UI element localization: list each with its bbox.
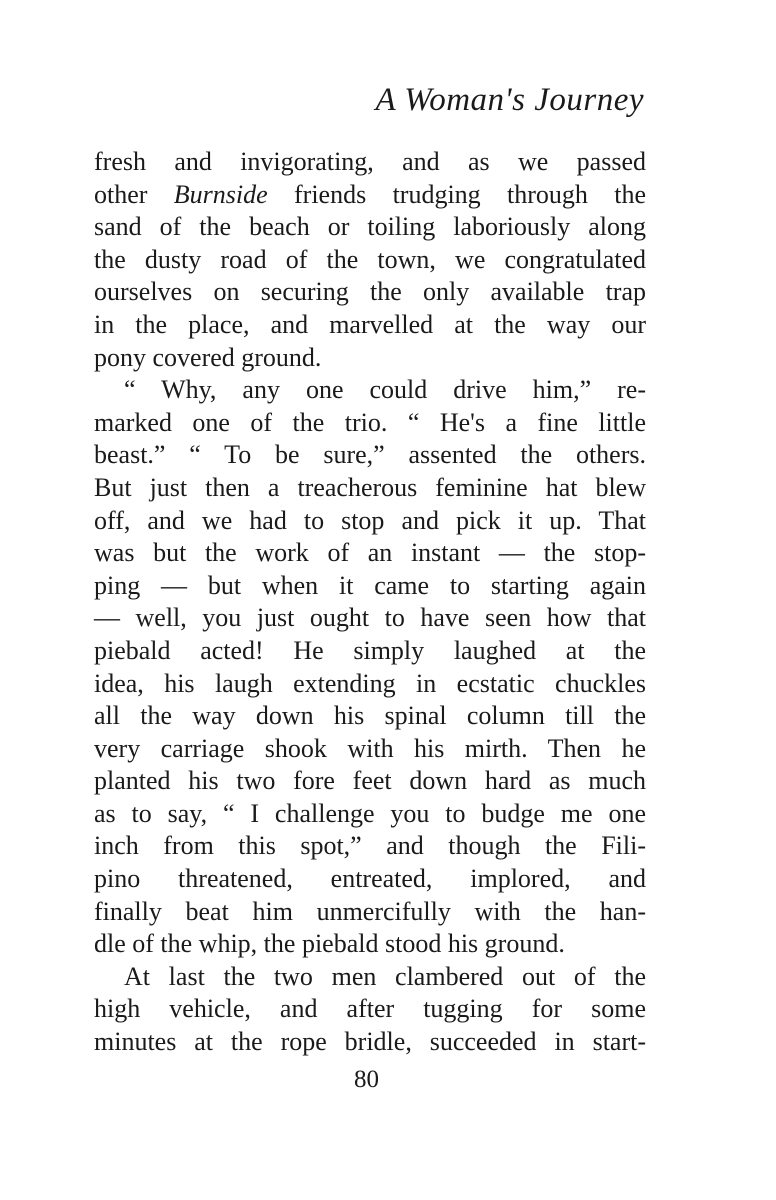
page-number: 80	[354, 1066, 379, 1093]
body-text	[94, 146, 646, 1059]
text-line: marked one of the trio. “ He's a fine little	[94, 407, 646, 437]
text-line: as to say, “ I challenge you to budge me one	[94, 798, 646, 828]
text-line: fresh and invigorating, and as we passed	[94, 147, 646, 176]
text-line: high vehicle, and after tugging for some	[94, 994, 646, 1024]
text-line: pony covered ground.	[94, 342, 322, 372]
text-line: minutes at the rope bridle, succeeded in start-	[94, 1027, 646, 1057]
text-line: all the way down his spinal column till the	[94, 701, 646, 731]
text-line: “ Why, any one could drive him,” re-	[124, 375, 646, 405]
text-line: in the place, and marvelled at the way our	[94, 309, 646, 339]
text-line: pino threatened, entreated, implored, and	[94, 864, 646, 894]
text-line: But just then a treacherous feminine hat blew	[94, 472, 646, 502]
text-line: sand of the beach or toiling laboriously along	[94, 212, 646, 242]
text-line: ping — but when it came to starting again	[94, 570, 646, 600]
text-line: very carriage shook with his mirth. Then he	[94, 733, 646, 763]
text-line: ourselves on securing the only available trap	[94, 277, 646, 307]
text-line: dle of the whip, the piebald stood his ground.	[94, 929, 565, 959]
text-line: off, and we had to stop and pick it up. That	[94, 505, 646, 535]
text-line: — well, you just ought to have seen how that	[94, 603, 646, 633]
text-line: beast.” “ To be sure,” assented the others.	[94, 440, 646, 470]
running-head: A Woman's Journey	[375, 82, 644, 118]
italic-word: Burnside	[173, 179, 268, 209]
text-line: was but the work of an instant — the stop-	[94, 538, 646, 568]
text-line: inch from this spot,” and though the Fili-	[94, 831, 646, 861]
text-line: the dusty road of the town, we congratulated	[94, 244, 646, 274]
text-line: planted his two fore feet down hard as much	[94, 766, 646, 796]
text-line: idea, his laugh extending in ecstatic chuckles	[94, 668, 646, 698]
text-line: At last the two men clambered out of the	[124, 961, 646, 991]
text-line: other Burnside friends trudging through the	[94, 179, 647, 209]
text-line: piebald acted! He simply laughed at the	[94, 635, 646, 665]
text-line: finally beat him unmercifully with the han-	[94, 896, 646, 926]
